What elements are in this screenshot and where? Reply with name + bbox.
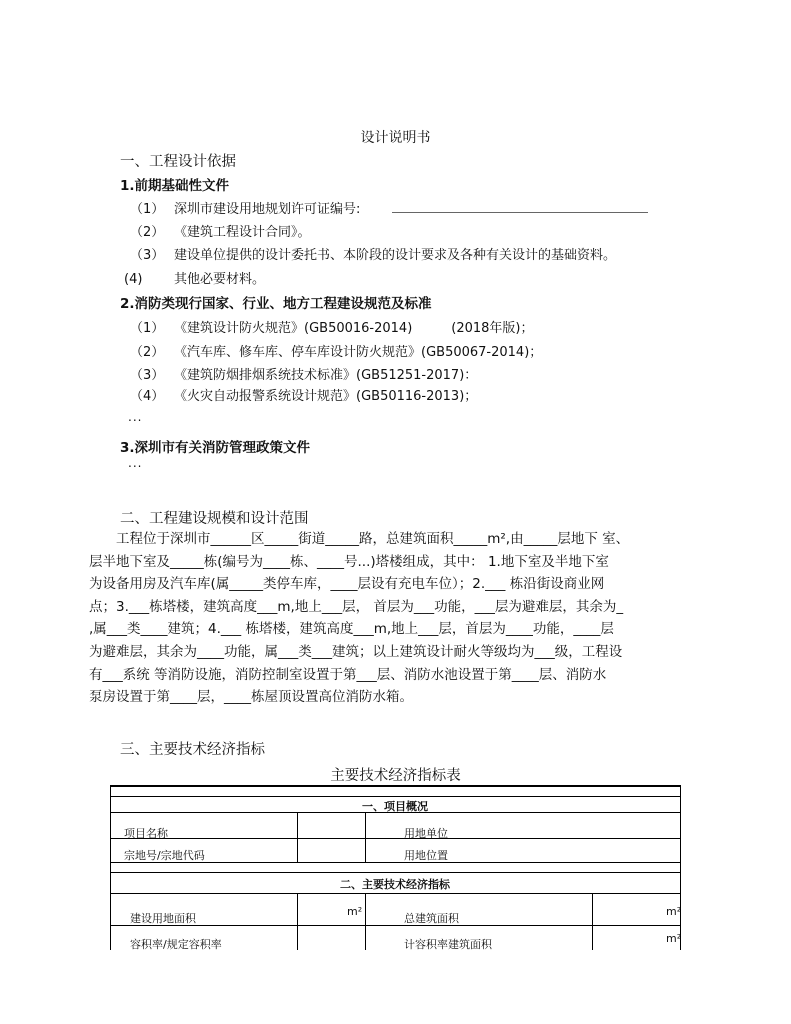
subsection-3-heading: 3.深圳市有关消防管理政策文件 <box>120 440 311 456</box>
table-col-rule <box>592 893 593 950</box>
paragraph-line: 有___系统 等消防设施，消防控制室设置于第___层、消防水池设置于第____层、消防水 <box>89 666 607 683</box>
item-number: （3） <box>130 368 165 383</box>
section-1-heading: 一、工程设计依据 <box>120 154 236 170</box>
table-section-header: 一、项目概况 <box>362 800 428 813</box>
table-cell-label: 计容积率建筑面积 <box>404 938 492 951</box>
item-text: 《火灾自动报警系统设计规范》(GB50116-2013)； <box>174 389 478 404</box>
item-text: 其他必要材料。 <box>174 272 266 287</box>
subsection-2-heading: 2.消防类现行国家、行业、地方工程建设规范及标准 <box>120 296 432 312</box>
paragraph-line: 为设备用房及汽车库(属_____类停车库，____层设有充电车位）；2.___ 栋沿街设商业网 <box>89 576 605 593</box>
table-col-rule <box>365 812 366 862</box>
list-item <box>130 198 360 217</box>
table-cell-label: 总建筑面积 <box>404 912 459 925</box>
list-item <box>124 268 265 287</box>
item-number: (4) <box>124 272 143 287</box>
item-text: 《建筑设计防火规范》(GB50016-2014) (2018年版)； <box>174 321 534 336</box>
list-item <box>130 341 542 360</box>
table-title: 主要技术经济指标表 <box>330 768 461 784</box>
table-cell-unit: m² <box>666 932 682 945</box>
list-item <box>130 221 311 240</box>
list-item <box>130 364 477 383</box>
document-title: 设计说明书 <box>360 130 431 146</box>
paragraph-line: 工程位于深圳市______区_____街道_____路，总建筑面积_____m²,由_____层地下 室、 <box>89 531 630 547</box>
list-item <box>130 317 534 336</box>
table-cell-label: 宗地号/宗地代码 <box>124 849 205 862</box>
item-number: （2） <box>130 225 165 240</box>
item-text: 《建筑工程设计合同》。 <box>174 225 311 240</box>
item-number: （4） <box>130 389 165 404</box>
table-cell-label: 项目名称 <box>124 827 168 840</box>
table-cell-label: 用地位置 <box>404 849 448 862</box>
item-number: （1） <box>130 321 165 336</box>
paragraph-line: 为避难层，其余为____功能，属___类___建筑；以上建筑设计耐火等级均为___级，工程设 <box>89 643 623 660</box>
table-border-right <box>680 785 681 950</box>
paragraph-line: 泵房设置于第____层，____栋屋顶设置高位消防水箱。 <box>89 689 413 706</box>
table-section-header: 二、主要技术经济指标 <box>340 878 450 891</box>
list-item <box>130 244 616 263</box>
section-3-heading: 三、主要技术经济指标 <box>120 742 265 758</box>
subsection-1-heading: 1.前期基础性文件 <box>120 178 230 194</box>
table-cell-label: 用地单位 <box>404 827 448 840</box>
list-item <box>130 385 477 404</box>
ellipsis: ... <box>128 456 143 470</box>
table-rule <box>110 796 681 797</box>
item-number: （1） <box>130 202 165 217</box>
item-number: （2） <box>130 345 165 360</box>
permit-number-underline <box>392 212 648 213</box>
table-cell-unit: m² <box>347 905 363 918</box>
paragraph-line: 层半地下室及_____栋(编号为____栋、____号...)塔楼组成，其中： 1.地下室及半地下室 <box>89 553 609 570</box>
table-rule <box>110 893 681 894</box>
table-rule <box>110 838 681 839</box>
table-col-rule <box>297 893 298 950</box>
paragraph-line: 点；3.___栋塔楼，建筑高度___m,地上___层， 首层为___功能，___层为避难层，其余为_ <box>89 598 624 615</box>
table-border-top <box>110 785 681 787</box>
project-description <box>89 528 689 709</box>
table-cell-label: 容积率/规定容积率 <box>130 938 222 951</box>
item-text: 《建筑防烟排烟系统技术标准》(GB51251-2017)： <box>174 368 478 383</box>
table-col-rule <box>297 812 298 862</box>
section-2-heading: 二、工程建设规模和设计范围 <box>120 511 309 527</box>
item-text: 建设单位提供的设计委托书、本阶段的设计要求及各种有关设计的基础资料。 <box>174 248 617 263</box>
table-cell-unit: m² <box>666 905 682 918</box>
paragraph-line: ,属___类____建筑；4.___ 栋塔楼，建筑高度___m,地上___层，首层为____功能，____层 <box>89 621 614 638</box>
item-text: 《汽车库、修车库、停车库设计防火规范》(GB50067-2014)； <box>174 345 543 360</box>
table-rule <box>110 872 681 873</box>
item-text: 深圳市建设用地规划许可证编号: <box>174 202 361 217</box>
table-cell-label: 建设用地面积 <box>130 912 196 925</box>
item-number: （3） <box>130 248 165 263</box>
table-col-rule <box>365 893 366 950</box>
ellipsis: ... <box>128 410 143 424</box>
